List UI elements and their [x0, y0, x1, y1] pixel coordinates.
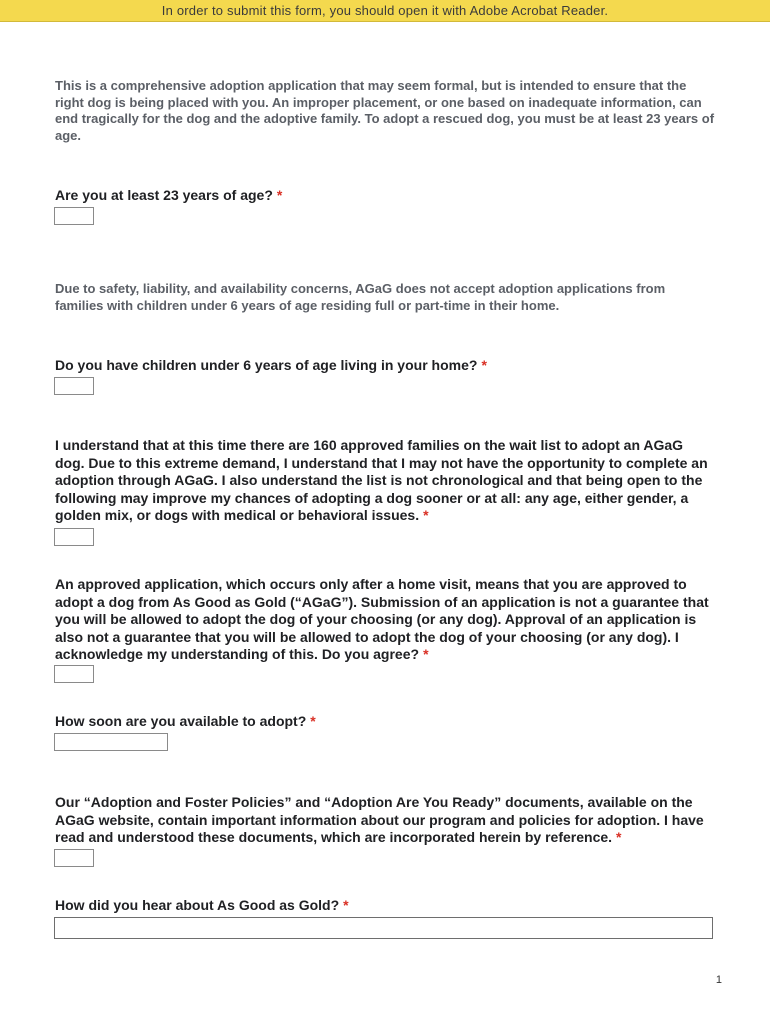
availability-answer-field[interactable]	[54, 733, 168, 751]
policies-answer-field[interactable]	[54, 849, 94, 867]
required-marker: *	[310, 713, 316, 729]
children-notice-paragraph: Due to safety, liability, and availability concerns, AGaG does not accept adoption applications from families with children under 6 years of age residing full or part-time in their home.	[55, 281, 666, 313]
required-marker: *	[423, 646, 429, 662]
referral-answer-field[interactable]	[54, 917, 713, 939]
required-marker: *	[616, 829, 622, 845]
question-policies	[55, 794, 715, 847]
acrobat-notice-text: In order to submit this form, you should open it with Adobe Acrobat Reader.	[161, 3, 609, 18]
question-referral	[55, 897, 715, 915]
question-wait-list-text: I understand that at this time there are 160 approved families on the wait list to adopt an AGaG dog. Due to this extreme demand, I understand that I may not have the opportunity to complete an adoption through AGaG. I also understand the list is not chronological and that being open to the following may improve my chances of adopting a dog sooner or at all: any age, either gender, a golden mix, or dogs with medical or behavioral issues.	[55, 437, 708, 523]
children-answer-field[interactable]	[54, 377, 94, 395]
question-approval	[55, 576, 715, 664]
question-children-text: Do you have children under 6 years of age living in your home?	[55, 357, 478, 373]
question-referral-text: How did you hear about As Good as Gold?	[55, 897, 340, 913]
required-marker: *	[481, 357, 487, 373]
required-marker: *	[423, 507, 429, 523]
question-availability	[55, 713, 715, 731]
age-answer-field[interactable]	[54, 207, 94, 225]
approval-answer-field[interactable]	[54, 665, 94, 683]
question-age	[55, 187, 715, 205]
required-marker: *	[343, 897, 349, 913]
question-children	[55, 357, 715, 375]
page-number: 1	[715, 974, 722, 986]
intro-paragraph: This is a comprehensive adoption application that may seem formal, but is intended to ensure that the right dog is being placed with you. An improper placement, or one based on inadequate information, can end tragically for the dog and the adoptive family. To adopt a rescued dog, you must be at least 23 years of age.	[55, 78, 715, 144]
question-age-text: Are you at least 23 years of age?	[55, 187, 273, 203]
question-availability-text: How soon are you available to adopt?	[55, 713, 307, 729]
required-marker: *	[276, 187, 283, 203]
question-wait-list	[55, 437, 715, 525]
question-approval-text: An approved application, which occurs only after a home visit, means that you are approved to adopt a dog from As Good as Gold (“AGaG”). Submission of an application is not a guarantee that you will be allowed to adopt the dog of your choosing (or any dog). Approval of an application is also not a guarantee that you will be allowed to adopt the dog of your choosing (or any dog). I acknowledge my understanding of this. Do you agree?	[55, 576, 709, 662]
question-policies-text: Our “Adoption and Foster Policies” and “Adoption Are You Ready” documents, available on the AGaG website, contain important information about our program and policies for adoption. I have read and understood these documents, which are incorporated herein by reference.	[55, 794, 704, 845]
acrobat-notice-banner	[0, 0, 770, 22]
wait-list-answer-field[interactable]	[54, 528, 94, 546]
